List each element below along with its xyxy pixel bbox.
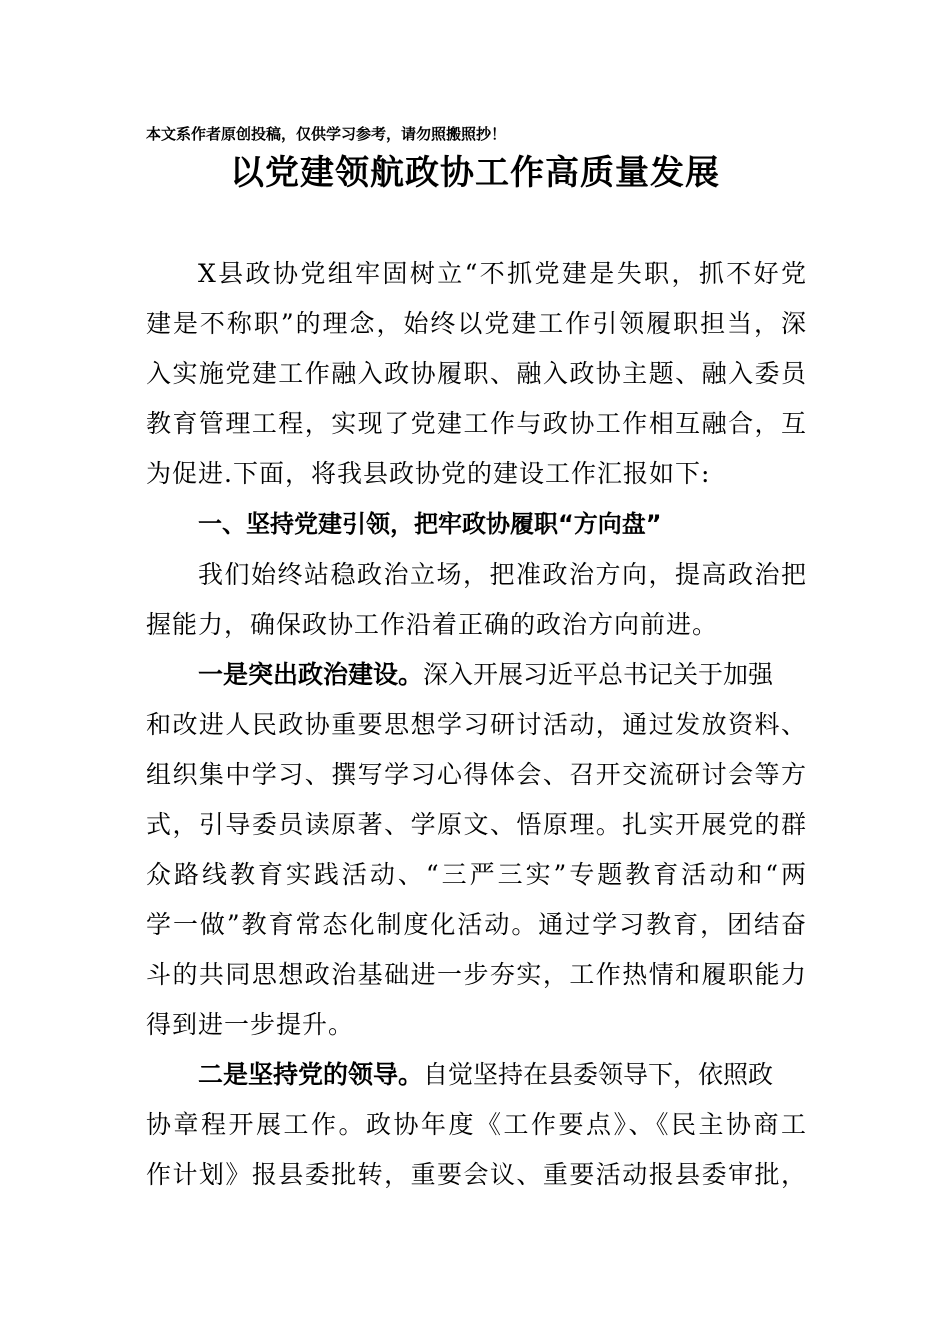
point-paragraph-first-line bbox=[198, 658, 806, 692]
point-lead: 二是坚持党的领导。 bbox=[198, 1060, 424, 1089]
summary-line: 我们始终站稳政治立场，把准政治方向，提高政治把 bbox=[198, 560, 806, 589]
intro-line: 建是不称职”的理念，始终以党建工作引领履职担当，深 bbox=[146, 309, 806, 338]
point-line: 式，引导委员读原著、学原文、悟原理。扎实开展党的群 bbox=[146, 810, 806, 839]
point-text: 自觉坚持在县委领导下，依照政 bbox=[423, 1060, 774, 1089]
point-line: 和改进人民政协重要思想学习研讨活动，通过发放资料、 bbox=[146, 710, 806, 739]
summary-line: 握能力，确保政协工作沿着正确的政治方向前进。 bbox=[146, 610, 719, 639]
point-text: 深入开展习近平总书记关于加强 bbox=[423, 660, 774, 689]
copyright-notice: 本文系作者原创投稿，仅供学习参考，请勿照搬照抄！ bbox=[146, 125, 507, 143]
document-title: 以党建领航政协工作高质量发展 bbox=[230, 153, 720, 193]
point-line: 众路线教育实践活动、“三严三实”专题教育活动和“两 bbox=[146, 860, 806, 889]
point-line: 组织集中学习、撰写学习心得体会、召开交流研讨会等方 bbox=[146, 760, 806, 789]
point-line: 协章程开展工作。政协年度《工作要点》、《民主协商工 bbox=[146, 1110, 806, 1139]
intro-line: 教育管理工程，实现了党建工作与政协工作相互融合，互 bbox=[146, 409, 806, 438]
point-line: 作计划》报县委批转，重要会议、重要活动报县委审批， bbox=[146, 1160, 806, 1189]
intro-line: 入实施党建工作融入政协履职、融入政协主题、融入委员 bbox=[146, 359, 806, 388]
intro-line: X县政协党组牢固树立“不抓党建是失职，抓不好党 bbox=[198, 259, 806, 288]
point-lead: 一是突出政治建设。 bbox=[198, 660, 424, 689]
intro-line: 为促进.下面，将我县政协党的建设工作汇报如下: bbox=[146, 459, 711, 488]
point-line: 斗的共同思想政治基础进一步夯实，工作热情和履职能力 bbox=[146, 960, 806, 989]
point-paragraph-first-line bbox=[198, 1058, 806, 1092]
section-heading: 一、坚持党建引领，把牢政协履职“方向盘” bbox=[198, 510, 662, 538]
point-line: 得到进一步提升。 bbox=[146, 1010, 355, 1039]
point-line: 学一做”教育常态化制度化活动。通过学习教育，团结奋 bbox=[146, 910, 806, 939]
